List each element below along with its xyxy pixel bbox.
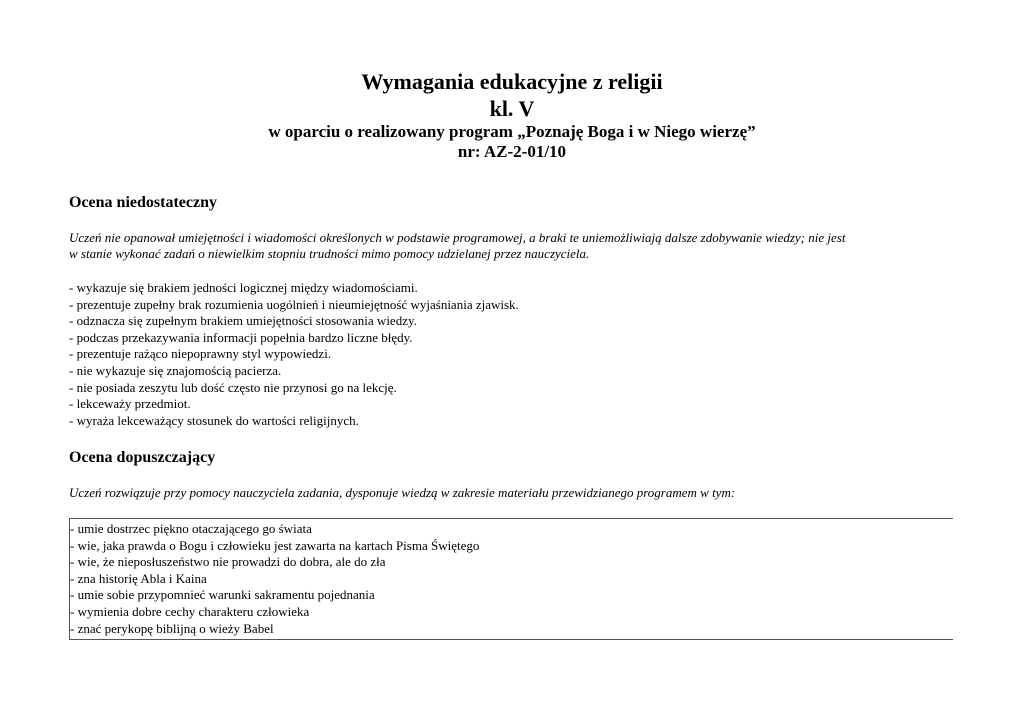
section-heading-niedostateczny: Ocena niedostateczny bbox=[69, 194, 217, 211]
table-row: - umie dostrzec piękno otaczającego go świata bbox=[70, 521, 312, 536]
document-title: Wymagania edukacyjne z religii bbox=[361, 69, 663, 94]
table-row: - zna historię Abla i Kaina bbox=[70, 570, 207, 586]
section-heading-niedostateczny-wrap bbox=[69, 193, 959, 213]
section-heading-dopuszczajacy: Ocena dopuszczający bbox=[69, 449, 216, 466]
list-item: - nie posiada zeszytu lub dość często nie przynosi go na lekcję. bbox=[69, 379, 397, 395]
section-heading-dopuszczajacy-wrap bbox=[69, 448, 959, 468]
document-header bbox=[0, 68, 1024, 162]
table-row: - umie sobie przypomnieć warunki sakramentu pojednania bbox=[70, 587, 375, 603]
list-item: - wyraża lekceważący stosunek do wartości religijnych. bbox=[69, 412, 359, 428]
program-number: nr: AZ-2-01/10 bbox=[457, 142, 567, 161]
table-row: - wie, że nieposłuszeństwo nie prowadzi do dobra, ale do zła bbox=[70, 554, 386, 570]
list-item: - odznacza się zupełnym brakiem umiejętności stosowania wiedzy. bbox=[69, 313, 417, 329]
table-row: - znać perykopę biblijną o wieży Babel bbox=[70, 620, 274, 636]
table-row: - wymienia dobre cechy charakteru człowieka bbox=[70, 603, 310, 619]
description-line: Uczeń rozwiązuje przy pomocy nauczyciela zadania, dysponuje wiedzą w zakresie materiału przewidzianego programem w tym: bbox=[69, 485, 736, 500]
list-item: - nie wykazuje się znajomością pacierza. bbox=[69, 362, 282, 378]
section-description-dopuszczajacy bbox=[69, 485, 959, 501]
list-item: - podczas przekazywania informacji popełnia bardzo liczne błędy. bbox=[69, 329, 413, 345]
description-line-1: Uczeń nie opanował umiejętności i wiadomości określonych w podstawie programowej, a braki te uniemożliwiają dalsze zdobywanie wiedzy; nie jest bbox=[69, 230, 846, 245]
requirements-table-dopuszczajacy bbox=[69, 518, 953, 640]
list-item: - prezentuje zupełny brak rozumienia uogólnień i nieumiejętność wyjaśniania zjawisk. bbox=[69, 296, 519, 312]
program-line: w oparciu o realizowany program „Poznaję Boga i w Niego wierzę” bbox=[268, 122, 756, 141]
class-label: kl. V bbox=[489, 96, 535, 121]
list-item: - wykazuje się brakiem jedności logicznej między wiadomościami. bbox=[69, 280, 418, 295]
list-item: - lekceważy przedmiot. bbox=[69, 396, 191, 412]
requirements-list-niedostateczny bbox=[69, 280, 959, 429]
list-item: - prezentuje rażąco niepoprawny styl wypowiedzi. bbox=[69, 346, 332, 362]
table-row: - wie, jaka prawda o Bogu i człowieku jest zawarta na kartach Pisma Świętego bbox=[70, 537, 480, 553]
description-line-2: w stanie wykonać zadań o niewielkim stopniu trudności mimo pomocy udzielanej przez nauczyciela. bbox=[69, 246, 590, 261]
section-description-niedostateczny bbox=[69, 230, 959, 262]
